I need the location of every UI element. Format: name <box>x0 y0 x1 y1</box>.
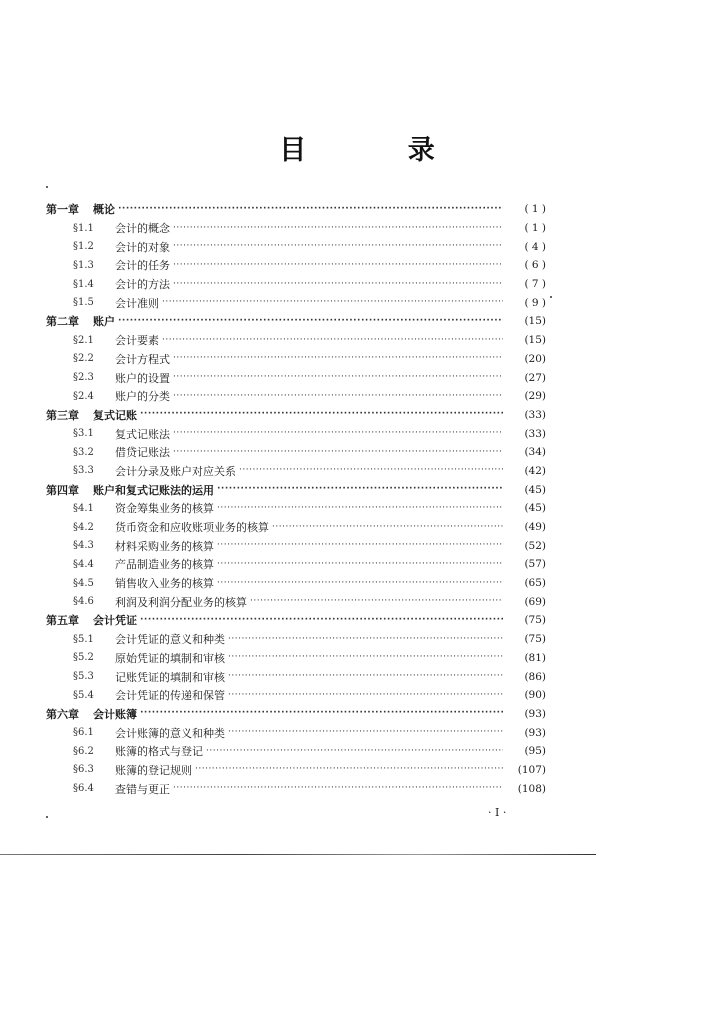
entry-title: 概论 <box>93 203 115 217</box>
page-ref: (45) <box>524 483 546 496</box>
entry-title: 会计的对象 <box>115 240 170 254</box>
entry-title: 记账凭证的填制和审核 <box>115 670 225 684</box>
toc-section-row <box>46 649 546 668</box>
toc-section-row <box>46 424 546 443</box>
entry-title: 会计的概念 <box>115 222 170 236</box>
entry-title: 会计的任务 <box>115 259 170 273</box>
toc-section-row <box>46 574 546 593</box>
page-ref: (107) <box>517 763 546 776</box>
dot-leader <box>217 541 503 550</box>
dot-leader <box>162 336 503 345</box>
toc-section-row <box>46 723 546 742</box>
page-ref: (81) <box>524 651 546 664</box>
page-ref: (93) <box>524 726 546 739</box>
section-number: §4.2 <box>73 521 94 533</box>
toc-section-row <box>46 368 546 387</box>
scan-speck <box>46 816 48 818</box>
entry-title: 会计要素 <box>115 334 159 348</box>
section-number: §2.3 <box>73 372 94 384</box>
page-ref: (65) <box>524 577 546 590</box>
entry-title: 会计凭证的意义和种类 <box>115 633 225 647</box>
dot-leader <box>173 373 503 382</box>
dot-leader <box>140 709 503 718</box>
scan-speck <box>550 296 552 298</box>
dot-leader <box>173 354 503 363</box>
page-ref: (27) <box>524 371 546 384</box>
dot-leader <box>206 747 503 756</box>
page-ref: (52) <box>524 539 546 552</box>
dot-leader <box>118 317 503 326</box>
section-number: §4.4 <box>73 558 94 570</box>
page-title: 目 录 <box>279 135 481 166</box>
entry-title: 货币资金和应收账项业务的核算 <box>115 521 269 535</box>
entry-title: 会计准则 <box>115 296 159 310</box>
entry-title: 销售收入业务的核算 <box>115 577 214 591</box>
dot-leader <box>140 410 503 419</box>
section-number: §4.3 <box>73 540 94 552</box>
toc-chapter-row <box>46 200 546 219</box>
entry-title: 材料采购业务的核算 <box>115 539 214 553</box>
page-ref: ( 1 ) <box>524 203 546 216</box>
chapter-number: 第五章 <box>46 614 79 628</box>
page-ref: (49) <box>524 521 546 534</box>
dot-leader <box>217 579 503 588</box>
dot-leader <box>140 616 503 625</box>
section-number: §5.2 <box>73 652 94 664</box>
entry-title: 账户 <box>93 315 115 329</box>
page-ref: (15) <box>524 334 546 347</box>
page-ref: (45) <box>524 502 546 515</box>
entry-title: 账户的设置 <box>115 371 170 385</box>
entry-title: 复式记账法 <box>115 427 170 441</box>
toc-chapter-row <box>46 406 546 425</box>
dot-leader <box>228 635 503 644</box>
dot-leader <box>217 485 503 494</box>
toc-section-row <box>46 761 546 780</box>
toc-section-row <box>46 331 546 350</box>
section-number: §2.1 <box>73 334 94 346</box>
dot-leader <box>272 523 503 532</box>
entry-title: 会计凭证的传递和保管 <box>115 689 225 703</box>
page-ref: (75) <box>524 614 546 627</box>
entry-title: 会计账簿 <box>93 707 137 721</box>
toc-section-row <box>46 779 546 798</box>
section-number: §5.3 <box>73 671 94 683</box>
page-ref: (75) <box>524 633 546 646</box>
page-ref: (33) <box>524 408 546 421</box>
entry-title: 原始凭证的填制和审核 <box>115 651 225 665</box>
entry-title: 利润及利润分配业务的核算 <box>115 595 247 609</box>
page-ref: (20) <box>524 352 546 365</box>
entry-title: 会计凭证 <box>93 614 137 628</box>
toc-chapter-row <box>46 312 546 331</box>
page-bottom-edge <box>0 854 596 855</box>
toc-section-row <box>46 462 546 481</box>
dot-leader <box>228 728 503 737</box>
section-number: §1.2 <box>73 241 94 253</box>
toc-section-row <box>46 293 546 312</box>
chapter-number: 第四章 <box>46 483 79 497</box>
toc-section-row <box>46 350 546 369</box>
toc-section-row <box>46 667 546 686</box>
dot-leader <box>217 504 503 513</box>
toc-section-row <box>46 256 546 275</box>
entry-title: 账簿的登记规则 <box>115 763 192 777</box>
dot-leader <box>173 280 503 289</box>
toc-section-row <box>46 219 546 238</box>
dot-leader <box>173 242 503 251</box>
toc-section-row <box>46 630 546 649</box>
dot-leader <box>217 560 503 569</box>
dot-leader <box>195 765 503 774</box>
section-number: §5.4 <box>73 689 94 701</box>
dot-leader <box>173 392 503 401</box>
dot-leader <box>228 672 503 681</box>
entry-title: 账簿的格式与登记 <box>115 745 203 759</box>
entry-title: 会计账簿的意义和种类 <box>115 726 225 740</box>
page-ref: ( 6 ) <box>524 259 546 272</box>
scan-speck <box>46 186 48 188</box>
section-number: §2.4 <box>73 390 94 402</box>
chapter-number: 第二章 <box>46 315 79 329</box>
toc-chapter-row <box>46 611 546 630</box>
toc-section-row <box>46 686 546 705</box>
dot-leader <box>228 691 503 700</box>
dot-leader <box>239 466 503 475</box>
entry-title: 会计分录及账户对应关系 <box>115 464 236 478</box>
page-ref: (93) <box>524 707 546 720</box>
chapter-number: 第一章 <box>46 203 79 217</box>
page-ref: (34) <box>524 446 546 459</box>
section-number: §5.1 <box>73 633 94 645</box>
toc-section-row <box>46 387 546 406</box>
section-number: §4.1 <box>73 502 94 514</box>
section-number: §1.3 <box>73 259 94 271</box>
section-number: §6.4 <box>73 783 94 795</box>
entry-title: 资金筹集业务的核算 <box>115 502 214 516</box>
dot-leader <box>173 429 503 438</box>
dot-leader <box>162 298 503 307</box>
toc-chapter-row <box>46 480 546 499</box>
dot-leader <box>173 784 503 793</box>
page-number: · I · <box>488 806 507 819</box>
section-number: §6.1 <box>73 727 94 739</box>
dot-leader <box>228 653 503 662</box>
entry-title: 借贷记账法 <box>115 446 170 460</box>
page-ref: (95) <box>524 745 546 758</box>
page-ref: (108) <box>517 782 546 795</box>
toc-section-row <box>46 555 546 574</box>
entry-title: 产品制造业务的核算 <box>115 558 214 572</box>
dot-leader <box>173 261 503 270</box>
section-number: §2.2 <box>73 353 94 365</box>
page-ref: (15) <box>524 315 546 328</box>
toc-section-row <box>46 742 546 761</box>
page-ref: (33) <box>524 427 546 440</box>
toc-section-row <box>46 275 546 294</box>
section-number: §1.5 <box>73 297 94 309</box>
section-number: §6.3 <box>73 764 94 776</box>
page-ref: (90) <box>524 689 546 702</box>
entry-title: 会计方程式 <box>115 352 170 366</box>
toc-section-row <box>46 499 546 518</box>
chapter-number: 第三章 <box>46 408 79 422</box>
page-ref: ( 4 ) <box>524 240 546 253</box>
page-ref: (69) <box>524 595 546 608</box>
dot-leader <box>173 448 503 457</box>
section-number: §3.3 <box>73 465 94 477</box>
section-number: §6.2 <box>73 745 94 757</box>
toc-section-row <box>46 536 546 555</box>
section-number: §1.4 <box>73 278 94 290</box>
toc-chapter-row <box>46 705 546 724</box>
dot-leader <box>173 224 503 233</box>
toc-section-row <box>46 443 546 462</box>
entry-title: 复式记账 <box>93 408 137 422</box>
section-number: §1.1 <box>73 222 94 234</box>
page-ref: ( 1 ) <box>524 222 546 235</box>
entry-title: 会计的方法 <box>115 278 170 292</box>
table-of-contents <box>46 200 546 798</box>
page-ref: ( 7 ) <box>524 278 546 291</box>
entry-title: 账户的分类 <box>115 390 170 404</box>
dot-leader <box>250 597 503 606</box>
section-number: §3.2 <box>73 446 94 458</box>
entry-title: 账户和复式记账法的运用 <box>93 483 214 497</box>
chapter-number: 第六章 <box>46 707 79 721</box>
section-number: §4.5 <box>73 577 94 589</box>
page-ref: ( 9 ) <box>524 296 546 309</box>
dot-leader <box>118 205 503 214</box>
section-number: §3.1 <box>73 428 94 440</box>
page-ref: (42) <box>524 464 546 477</box>
toc-section-row <box>46 518 546 537</box>
page-ref: (86) <box>524 670 546 683</box>
page-ref: (29) <box>524 390 546 403</box>
section-number: §4.6 <box>73 596 94 608</box>
toc-section-row <box>46 237 546 256</box>
toc-section-row <box>46 592 546 611</box>
page-ref: (57) <box>524 558 546 571</box>
entry-title: 查错与更正 <box>115 782 170 796</box>
